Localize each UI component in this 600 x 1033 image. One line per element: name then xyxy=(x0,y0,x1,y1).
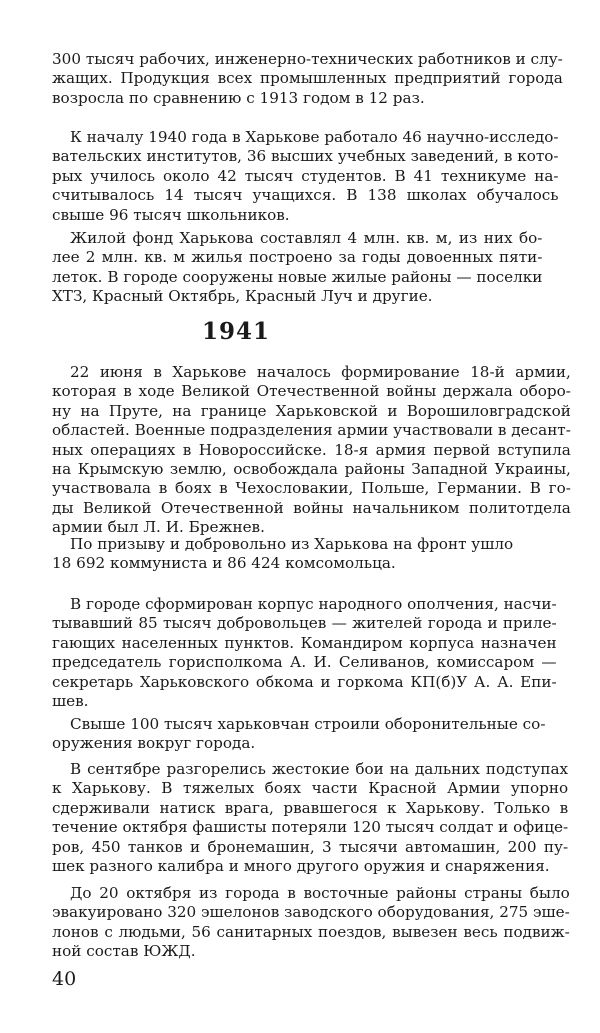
text-line: тывавший 85 тысяч добровольцев — жителей города и приле- xyxy=(52,614,557,633)
text-line: оружения вокруг города. xyxy=(52,734,256,753)
text-line: рых училось около 42 тысяч студентов. В 41 техникуме на- xyxy=(52,166,559,185)
text-line: До 20 октября из города в восточные районы страны было xyxy=(70,884,570,902)
text-line: ров, 450 танков и бронемашин, 3 тысячи автомашин, 200 пу- xyxy=(52,837,569,856)
text-line: жащих. Продукция всех промышленных предприятий города xyxy=(52,69,563,88)
text-line: на Крымскую землю, освобождала районы Западной Украины, xyxy=(52,460,571,479)
text-line: ных операциях в Новороссийске. 18-я армия первой вступила xyxy=(52,440,571,459)
text-line: председатель горисполкома А. И. Селиванов, комиссаром — xyxy=(52,653,557,672)
text-line: областей. Военные подразделения армии участвовали в десант- xyxy=(52,421,571,440)
text-line: возросла по сравнению с 1913 годом в 12 раз. xyxy=(52,88,425,107)
text-line: считывалось 14 тысяч учащихся. В 138 школах обучалось xyxy=(52,186,559,205)
text-line: шев. xyxy=(52,692,89,711)
text-line: К началу 1940 года в Харькове работало 46 научно-исследо- xyxy=(70,128,559,146)
text-line: По призыву и добровольно из Харькова на фронт ушло xyxy=(70,535,514,553)
year-heading: 1941 xyxy=(202,318,271,345)
text-line: 300 тысяч рабочих, инженерно-технических работников и слу- xyxy=(52,50,563,68)
text-line: секретарь Харьковского обкома и горкома КП(б)У А. А. Епи- xyxy=(52,672,557,691)
paragraph-education xyxy=(52,128,559,225)
paragraph-battles xyxy=(52,760,568,876)
text-line: шек разного калибра и много другого оружия и снаряжения. xyxy=(52,857,550,876)
paragraph-housing xyxy=(52,229,542,307)
paragraph-industry xyxy=(52,50,563,108)
text-line: ну на Пруте, на границе Харьковской и Ворошиловградской xyxy=(52,401,571,420)
text-line: ХТЗ, Красный Октябрь, Красный Луч и другие. xyxy=(52,287,433,306)
text-line: армии был Л. И. Брежнев. xyxy=(52,518,265,537)
text-line: лее 2 млн. кв. м жилья построено за годы довоенных пяти- xyxy=(52,248,543,267)
text-line: 22 июня в Харькове началось формирование 18-й армии, xyxy=(70,363,571,381)
text-line: к Харькову. В тяжелых боях части Красной Армии упорно xyxy=(52,779,569,798)
page-number: 40 xyxy=(52,968,77,990)
text-line: Свыше 100 тысяч харьковчан строили оборонительные со- xyxy=(70,715,546,733)
text-line: В городе сформирован корпус народного ополчения, насчи- xyxy=(70,595,557,613)
text-line: участвовала в боях в Чехословакии, Польше, Германии. В го- xyxy=(52,479,571,498)
text-line: свыше 96 тысяч школьников. xyxy=(52,205,290,224)
text-line: ной состав ЮЖД. xyxy=(52,942,196,961)
text-line: 18 692 коммуниста и 86 424 комсомольца. xyxy=(52,554,396,573)
text-line: эвакуировано 320 эшелонов заводского оборудования, 275 эше- xyxy=(52,903,570,922)
text-line: леток. В городе сооружены новые жилые районы — поселки xyxy=(52,267,543,286)
text-line: вательских институтов, 36 высших учебных заведений, в кото- xyxy=(52,147,559,166)
paragraph-evacuation xyxy=(52,884,570,962)
text-line: сдерживали натиск врага, рвавшегося к Харькову. Только в xyxy=(52,798,569,817)
text-line: лонов с людьми, 56 санитарных поездов, вывезен весь подвиж- xyxy=(52,922,570,941)
text-line: течение октября фашисты потеряли 120 тысяч солдат и офице- xyxy=(52,818,569,837)
paragraph-volunteers xyxy=(52,535,513,574)
text-line: ды Великой Отечественной войны начальником политотдела xyxy=(52,498,571,517)
text-line: Жилой фонд Харькова составлял 4 млн. кв. м, из них бо- xyxy=(70,229,543,247)
text-line: которая в ходе Великой Отечественной войны держала оборо- xyxy=(52,382,571,401)
paragraph-18th-army xyxy=(52,363,571,538)
paragraph-militia-corps xyxy=(52,595,557,711)
text-line: гающих населенных пунктов. Командиром корпуса назначен xyxy=(52,633,557,652)
text-line: В сентябре разгорелись жестокие бои на дальних подступах xyxy=(70,760,569,778)
paragraph-fortifications xyxy=(52,715,545,754)
